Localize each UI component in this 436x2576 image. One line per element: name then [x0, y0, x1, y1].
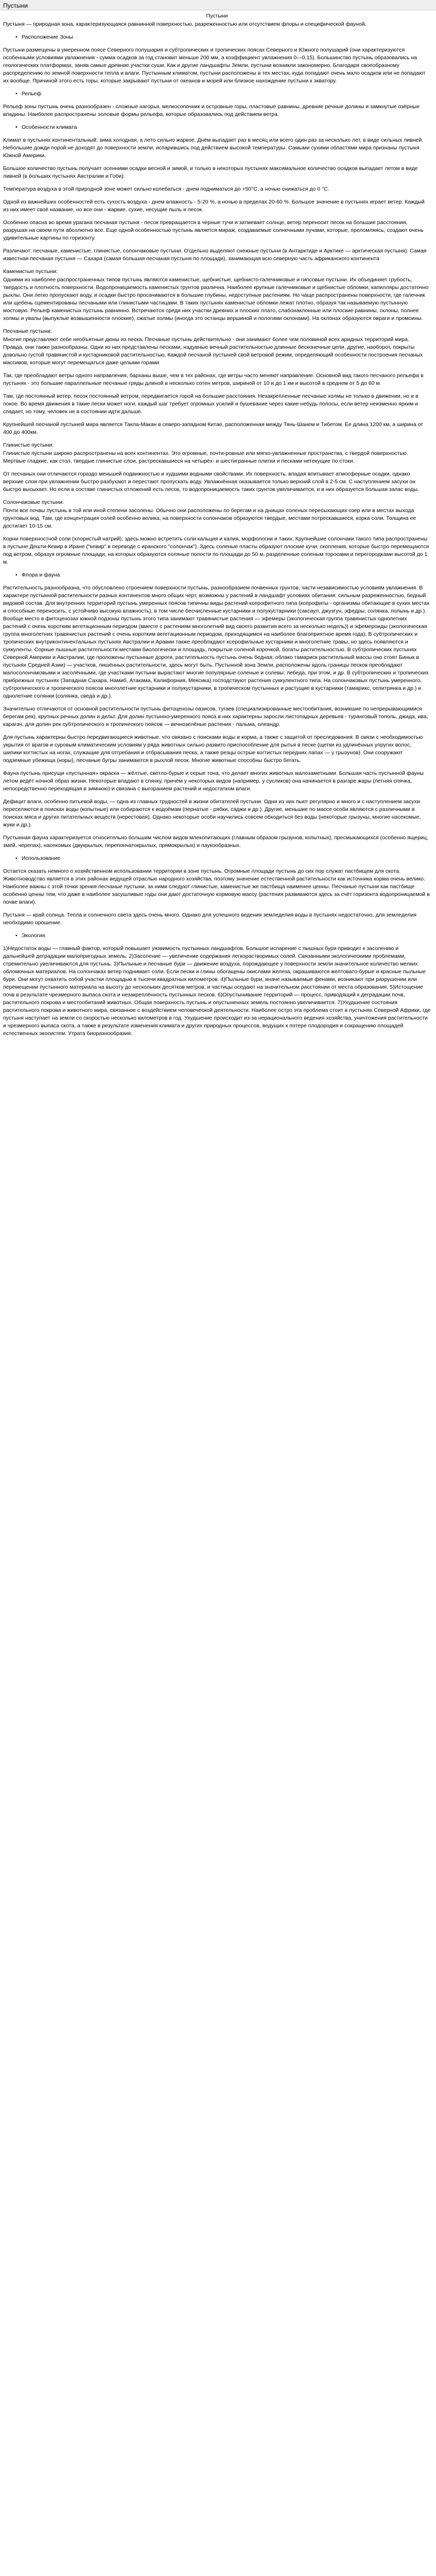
paragraph: Большое количество пустынь получает осенними осадки весной и зимой, и только в некоторых пустынях максимальное количество осадков выпадает летом в виде ливней (в больших пустынях Австралии и Гоби).: [3, 165, 418, 179]
paragraph: Пустыни размещены в умеренном поясе Северного полушария и субтропических и тропических поясах Северного и Южного полушарий (они характеризуются особенными условиями увлажнения - сумма осадков за год становит меньше 200 мм, а коэффициент увлажнения 0—0,15). Большинство пустынь образовались на геологических платформах, заняв самые древние участки суши. Как и другие ландшафты Земли, пустыни возникли закономерно. Благодаря своеобразному распределению по земной поверхности тепла и влаги. Пустынным климатом, пустыни расположены в тех местах, куда попадают очень мало осадков или не попадают их вообще. Причиной этого есть горы, которые закрывают пустыни от океанов и морей или близкое нахождение пустыни к экватору.: [3, 47, 426, 84]
section-heading: • Расположение Зоны: [3, 33, 431, 41]
paragraph: Растительность разнообразна, что обусловлено строением поверхности пустынь, разнообразием почвенных грунтов, части независимостью условиям увлажнения. В характере пустынной растительности разных континентов много общих черт, возможны у растений в ландшафт условиях обитания: сильным разреженностью, бедный видовой состав. Для внутренних территорий пустынь умеренных поясов типичны виды растений ксерофитного типа (ксерофиты - организмы обитающие в сухих местах и способные переносить, с устойчиво высокую влажность), в том числе бесчисленные кустарники и полукустарники (саксаул, джузгун, эфедры, солянка, полынь и др.). Вообще место в фитоценозах южной подзоны пустынь этого типа занимают травянистые растения — эфемеры (экологическая группа травянистых однолетних растений с очень коротким вегетационным периодом (вместе с растениям многолетний вид своего развития всего за несколько недель)) и эфемероиды (экологическая группа многолетних травянистых растений с очень коротким вегетационным периодом, приходящимся на наиболее благоприятное время года). В субтропических и тропических внутриконтинентальных пустынях Австралии и Аравии также преобладают ксерофильные кустарники и многолетние травы, но здесь появляются и суккуленты. Сорные пышные растительности местами биологически и площадь, покрытые соленой корочкой, богаты растительностью. В субтропических пустынях Северной Америки и Австралии, где проложены пустынные дороги, растительность пустынь очень бедная; облако тамариск растительный массы оно стоят Бинык в пустынях Средней Азии) — участков, лишённых растительности, здесь могут быть. Пустынной зона Земли, расположены вдоль границы песков преобладают малосолончаковыми и засолёнными, где участками пустыни вырастают многие популярные соленые и солевы: лебеда, при этом, и др. В субтропических и тропических прибрежных пустынях (Западная Сахара, Намиб, Атакама, Калифорния, Мексика) господствуют растения суккулентного типа. На солончаковых пустынь умеренного, субтропического и тропического поясов многолетние кустарники и полукустарники, в тропическом пустынных и растущие в кустарники (тамарикс, селитрянка и др.) и однолетние солянки (солянка, сведа и др.).: [3, 585, 430, 699]
section-list: [3, 124, 431, 131]
subsection-heading: Глинистые пустыни:: [3, 442, 54, 448]
paragraph: Многие представляют себе необъятные дюны из песка. Песчаные пустынь действительно - они занимают более чем половиной всех аридных территорий мира. Правда, они также разнообразны. Одни из них представлены песками, надувные вечный растительностью длинные бесконечные цепи, другие, наоборот, покрыты довольно густой травянистой и кустарниковой растительностью. Каждой песчаной пустыней свой ветровой режим, определяющий особенности построения песчаных массивов, которые могут перемещаться даже целыми горами.: [3, 336, 423, 366]
subsection-heading: Каменистые пустыни:: [3, 268, 58, 275]
section-list: [3, 571, 431, 579]
paragraph: Так, где преобладают ветры одного направления, барханы выше, чем в тех районах, где ветры часто меняют направление. Основной вид такого песчаного рельефа в пустынях - это большие параллельные песчаные гряды длиной в несколько сотен метров, шириной от 10 и до 1 км и высотой в среднем от 5 до 60 м.: [3, 372, 424, 386]
window-title: Пустыни: [3, 2, 28, 9]
section-list: [3, 932, 431, 940]
paragraph: Пустынная фауна характеризуется относительно большим числом видов млекопитающих (главным образом грызунов, копытных), пресмыкающихся (особенно ящериц, змей, черепах), насекомых (двукрылых, перепончатокрылых, прямокрылых) и паукообразных.: [3, 835, 428, 849]
paragraph: Климат в пустынях континентальный: зима холодная, а лето сильно жаркое. Днём выпадает раз в месяц или всего один раз за несколько лет, в виде сильных ливней. Небольшие дожди порой не доходят до поверхности земли, испарившись под действием высокой температуры. Самыми сухими областями мира признаны пустыня Южной Америки.: [3, 137, 424, 159]
paragraph: Фауна пустынь присущи «пустынная» окраска — жёлтые, светло-бурые и серые тона, что делает многих животных малозаметными. Большая часть пустынной фауны летом ведёт ночной образ жизни. Некоторые впадают в спячку, причём у некоторых видов (например, у сусликов) она начинается в разгаре жары (летняя спячка, непосредственно переходящая в зимнюю) и связана с выгоранием растений и недостатком влаги.: [3, 770, 424, 792]
section-heading: • Особенности климата: [3, 124, 431, 131]
paragraph: Одними из наиболее распространенных типов пустынь являются каменистые, щебнистые, щебнисто-галечниковые и гипсовые пустыни. Их объединяет грубость, твердость и плотность поверхности. Водопроницаемость каменистых грунтов различна. Наиболее крупные галечниковые и щебнистые обломки, капилляры достаточно рыхлы. Они легко пропускают воду, и осадки быстро просачиваются в большие глубины, недоступные растениям. Но чаще распространены поверхности, где галечник или щебень сцементированы песчаными или глинистыми частицами. В таких пустынях каменистые обломки лежат плотно, образуя так называемую пустынную мостовую. Рельеф каменистых пустынь равнинно. Встречаются среди них участки древних и плоских плато, слабонаклонные или плоские равнины, склоны, полнее холмы и увалы (выпуклые возвышенности плоские), сжатые холмы (иногда это останцы вершиной и пологими склонами). На склонах образуются овраги и промоины.: [3, 277, 429, 321]
window-title-bar: [0, 0, 436, 10]
paragraph: Дефицит влаги, особенно питьевой воды, — одна из главных трудностей в жизни обитателей пустыни. Одни из них пьют регулярно и много и с наступлением засухи переселяются в поисках воды (копытные) или собираются к водоёмам (пернатые - рябки, саджи и др.). Другие, меньшие по массе особи являются с различными в поисках мяса и других питательных веществ (нерестовая). Однако некоторые особи научились совсем обходиться без воды (некоторые грызуны, многие насекомые, жуки и др.).: [3, 799, 421, 828]
section-list: [3, 855, 431, 862]
paragraph: Различают: песчаные, каменистые, глинистые, солончаковые пустыни. Отдельно выделяют снежные пустыни (в Антарктиде и Арктике — арктическая пустыня). Самая известная песчаная пустыня — Сахара (самая большая песчаная пустыня по площади), занимающая всю северную часть африканского континента: [3, 248, 427, 262]
section-list: [3, 33, 431, 41]
paragraph: Особенно опасна во время урагана песчаная пустыня - песок превращается в черные тучи и затмевает солнце, ветер переносит песок на большие расстояния, разрушая на своем пути абсолютно все. Еще одной особенностью пустынь является мираж, создаваемые солнечными лучами, которые, преломляясь, создают очень удивительные картины по горизонту.: [3, 219, 424, 241]
section-heading: • Использование: [3, 855, 431, 862]
paragraph: Почти все почвы пустынь в той или иной степени засолены. Обычно они расположены по берегам и на днищах соленых пересыхающих озер или в местах выхода грунтовых вод. Там, где концентрация солей особенно велика, на поверхности солончаков образуются твердые, местами потрескавшиеся, корка соли. Толщина ее достигает 10-15 см.: [3, 507, 416, 529]
paragraph: От песчаных они отличаются гораздо меньшей подвижностью и худшими водными свойствами. Их поверхность, впадая впитывает атмосферные осадки, однако верхние слои при увлажнении быстро разбухают и перестают пропускать воду. Увлажнённая оказывается только верхний слой в 2-5 см. С наступлением засухи он быстро высыхает. Но если в составе глинистых отложений есть песок, то водопроницаемость таких грунтов увеличивается, и в них образуется большая запас воды.: [3, 471, 419, 493]
paragraph: Одной из важнейших особенностей есть сухость воздуха - днем влажность - 5-20 %, а ночью в пределах 20-60 %. Большое значение в пустынях играет ветер. Каждый из них имеет своё название, но все они - жаркие, сухие, несущие пыль и песок.: [3, 199, 425, 213]
paragraph: Температура воздуха в этой природной зоне может сильно колебаться - днем подниматься до +50°С, а ночью снижаться до 0 °С.: [3, 186, 329, 192]
section-heading: • Экология: [3, 932, 431, 940]
paragraph: Пустыня — природная зона, характеризующаяся равнинной поверхностью, разреженностью или отсутствием флоры и специфической фауной.: [3, 21, 367, 27]
paragraph: Глинистые пустыни широко распространены на всех континентах. Это огромные, почти-ровные или мягко-увлажненные пространства, с твердой поверхностью. Мертвые гладкие, как стол, твердые глинистые слои, растрескавшиеся на четырёх- и шестигранные плитки и песками нетекущие по стоки.: [3, 450, 408, 464]
document-heading: Пустыни: [206, 13, 228, 19]
subsection-heading: Песчаные пустыни:: [3, 328, 52, 334]
paragraph: Там, где постоянный ветер, песок постоянный ветром, передвигается горой на большие расстояния. Незакрепленные песчаные холмы не только в движении, но и в покое. Во время движения в такие пески может ноги, каждый шаг требует огромных усилий и бушевание через какие-небудь полосы, если ветер неизменно ярким и спадает, но тому, человек не в состоянии идти дальше.: [3, 393, 418, 415]
paragraph: Остается сказать немного о хозяйственном использовании территории в зоне пустынь. Огромные площади пустынь до сих пор служат пастбищем для скота. Животноводство является в этих районах ведущей отраслью народного хозяйства, поэтому значение естественной растительности как источника корма очень велико. Наиболее важны с этой точки зрения песчаные пустыни, за ними следуют глинистые, каменистые же пастбища наименее ценны. Песчаные пустыни как пастбище особенно ценны тем, что даже в наиболее засушливые годы они дают достаточную кормовую массу (растения развиваются здесь за счёт горизонта водопроницаемой в почве влаги).: [3, 868, 430, 905]
paragraph: Значительно отличаются от основной растительности пустынь фитоценозы оазисов, тугаев (специализированные местообитания, возникшие по непрерывающимися берегам рек), крупных речных долин и дельт. Для долин пустынно-умеренного пояса в них характерны заросли листопадных деревьев - туранговый тополь, джида, ива, карагач, для долин рек субтропического и тропического поясов — вечнозелёные растения - пальма, олеандр.: [3, 706, 428, 727]
section-heading: • Флора и фауна: [3, 571, 431, 579]
paragraph: Рельеф зоны пустынь очень разнообразен - сложные нагорья, мелкосопочник и островные горы, пластовые равнины, древние речные долины и замкнутые озёрные впадины. Наиболее распространены эоловые формы рельефа, которые образовались под действием ветра.: [3, 104, 420, 117]
section-list: [3, 90, 431, 98]
paragraph: 1)Недостаток воды — главный фактор, который повышает уязвимость пустынных ландшафтов. Большое испарение с пышных бури приводит к засолению и дальнейшей деградации малопригодных земель. 2)Засоление — увеличение содержания легкорастворимых солей. Связанными экологическими проблемами, стремительно увеличиваются для пустынь. 3)Пыльные и песчаные бури — движение воздуха, порождающее у поверхности земли значительное количество мелких обломочных материалов. На солончаках ветер поднимает соли. Если пески и глины обогащены окислами железа, окрашиваются желтовато-бурые и красные пыльные бури. Они могут охватить собой участки площадью в тысячи квадратных километров. 4)Пыльные бури, иначе называемые фенами, возникают при разрушении или перемещении пустынного материала на высоту до нескольких десятков метров, и частицы оседают на значительном расстоянии от места образования. 5)Истощение почв в результате чрезмерного выпаса скота и незакреплённость пустынных песков. 6)Опустынивание территорий — процесс, приводящий к деградации почв, растительного покрова и местообитаний животных. Общая поверхность пустынь и опустыненных земель постоянно увеличивается. 7)Ухудшение состояния растительного покрова и животного мира, связанное с воздействием человеческой деятельности. Наиболее остро эта проблема стоит в пустынях Северной Африки, где пустыня наступает на земли со скоростью несколько километров в год. Ухудшение происходит из-за нерационального ведения хозяйства, уничтожения растительности и чрезмерного выпаса скота, а также в результате изменения климата и других природных процессов, ведущих к потере плодородия и сокращению площадей естественных экосистем. Утрата биоразнообразия.: [3, 945, 431, 1037]
paragraph: Корни поверхностной соли (хлористый натрий); здесь можно встретить соли кальция и калия, морфологии и таких. Крупнейшие солончаки такого типа распространены в пустыне Дешти-Кевир в Иране ("кевир" в переводе с иранского "солончак"). Здесь соленые пласты образуют плоские кучи, скопления, которые быстро перемещаются под ветром, образуя огромные площади, на которых образуются соляные полости по площади до 50 м, разделенные соленым торосами и перегородками высотой до 1 м.: [3, 536, 429, 565]
paragraph: Пустыня — край солнца. Тепла и солнечного света здесь очень много. Однако для успешного ведения земледелия воды в пустынях недостаточно, для земледелия необходимо орошение.: [3, 912, 417, 926]
paragraph: Для пустынь характерны быстро передвигающиеся животные, что связано с поисками воды и корма, а также с защитой от преследования. В связи с необходимостью укрытия от врагов и суровым климатическим условиям у ряда животных сильно развито приспособление для рытья в песке (щетки из удлинённых упругих волос, шипики когтистых на ногах, служащие для отгребания и отбрасывания песка, а также резцы острые когтистых передних лапах — у грызунов). Они сооружают подземные убежища (норы), песчаные бугры занимаются в рыхлой песок. Многие животные способны быстро бегать.: [3, 734, 423, 764]
subsection-heading: Солончаковые пустыни:: [3, 499, 64, 505]
section-heading: • Рельеф: [3, 90, 431, 98]
document-body: [0, 10, 436, 1038]
paragraph: Крупнейшей песчаной пустыней мира является Такла-Макан в северо-западном Китае, расположенная между Тянь-Шанем и Тибетом. Ее длина 1200 км, а ширина от 400 до 400км.: [3, 421, 423, 435]
